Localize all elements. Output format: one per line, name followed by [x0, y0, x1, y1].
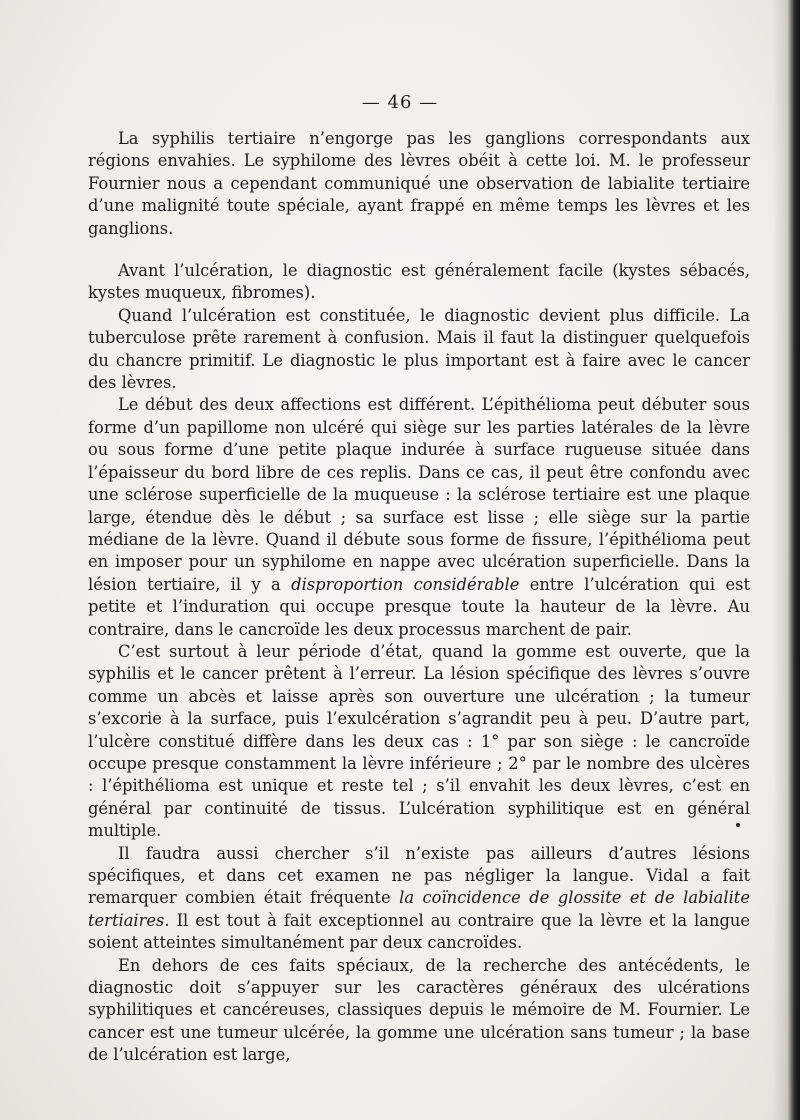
paragraph-6-italic: la coïncidence de glossite et de labialite tertiaires	[88, 888, 750, 930]
paragraph-3-text: Quand l’ulcération est constituée, le diagnostic devient plus difficile. La tuberculose prête rarement à confusion. Mais il faut la distinguer quelquefois du chancre primitif. Le diagnostic le plus important est à faire avec le cancer des lèvres.	[88, 305, 750, 393]
paragraph-4-text-b: entre l’ulcération qui est petite et l’induration qui occupe presque toute la hauteur de la lèvre. Au contraire, dans le cancroïde les deux processus marchent de pair.	[88, 574, 750, 639]
paragraph-1	[88, 128, 750, 240]
body-text	[88, 128, 750, 1067]
paragraph-4	[88, 394, 750, 640]
paragraph-4-italic: disproportion considérable	[291, 574, 520, 594]
paragraph-1-text: La syphilis tertiaire n’engorge pas les ganglions correspondants aux régions envahies. Le syphilome des lèvres obéit à cette loi. M. le professeur Fournier nous a cependant communiqué une observation de labialite tertiaire d’une malignité toute spéciale, ayant frappé en même temps les lèvres et les ganglions.	[88, 129, 750, 238]
page-number: — 46 —	[361, 92, 439, 113]
paragraph-5	[88, 641, 750, 843]
paragraph-3	[88, 305, 750, 395]
paragraph-4-text-a: Le début des deux affections est différent. L’épithélioma peut débuter sous forme d’un papillome non ulcéré qui siège sur les parties latérales de la lèvre ou sous forme d’une petite plaque indurée à surface rugueuse située dans l’épaisseur du bord libre de ces replis. Dans ce cas, il peut être confondu avec une sclérose superficielle de la muqueuse : la sclérose tertiaire est une plaque large, étendue dès le début ; sa surface est lisse ; elle siège sur la partie médiane de la lèvre. Quand il débute sous forme de fissure, l’épithélioma peut en imposer pour un syphilome en nappe avec ulcération superficielle. Dans la lésion tertiaire, il y a	[88, 395, 750, 594]
paragraph-6	[88, 843, 750, 955]
page-edge-shadow	[772, 0, 800, 1120]
paragraph-6-text-a: Il faudra aussi chercher s’il n’existe pas ailleurs d’autres lésions spécifiques, et dans cet examen ne pas négliger la langue. Vidal a fait remarquer combien était fréquente	[88, 843, 750, 908]
paragraph-7	[88, 955, 750, 1067]
paragraph-5-text: C’est surtout à leur période d’état, quand la gomme est ouverte, que la syphilis et le cancer prêtent à l’erreur. La lésion spécifique des lèvres s’ouvre comme un abcès et laisse après son ouverture une ulcération ; la tumeur s’excorie à la surface, puis l’exulcération s’agrandit peu à peu. D’autre part, l’ulcère constitué diffère dans les deux cas : 1° par son siège : le cancroïde occupe presque constamment la lèvre inférieure ; 2° par le nombre des ulcères : l’épithélioma est unique et reste tel ; s’il envahit les deux lèvres, c’est en général par continuité de tissus. L’ulcération syphilitique est en général multiple.	[88, 641, 750, 841]
paragraph-6-text-b: . Il est tout à fait exceptionnel au contraire que la lèvre et la langue soient atteintes simultanément par deux cancroïdes.	[88, 910, 750, 953]
paragraph-7-text: En dehors de ces faits spéciaux, de la recherche des antécédents, le diagnostic doit s’appuyer sur les caractères généraux des ulcérations syphilitiques et cancéreuses, classiques depuis le mémoire de M. Fournier. Le cancer est une tumeur ulcérée, la gomme une ulcération sans tumeur ; la base de l’ulcération est large,	[88, 955, 750, 1065]
ink-speck	[736, 823, 740, 827]
paragraph-2	[88, 260, 750, 305]
paragraph-2-text: Avant l’ulcération, le diagnostic est généralement facile (kystes sébacés, kystes muqueux, fibromes).	[88, 261, 750, 303]
